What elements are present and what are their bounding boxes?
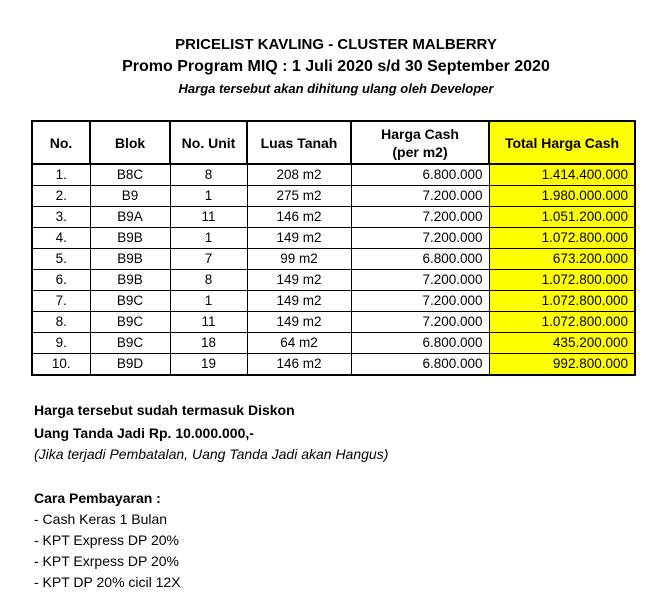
cell-harga: 7.200.000 bbox=[351, 270, 489, 291]
discount-note: Harga tersebut sudah termasuk Diskon bbox=[34, 402, 295, 418]
cell-total: 1.414.400.000 bbox=[489, 164, 635, 186]
cell-harga: 7.200.000 bbox=[351, 312, 489, 333]
cancellation-note: (Jika terjadi Pembatalan, Uang Tanda Jadi akan Hangus) bbox=[34, 446, 389, 462]
payment-item: - KPT DP 20% cicil 12X bbox=[34, 574, 181, 590]
cell-no: 4. bbox=[32, 228, 90, 249]
cell-blok: B9B bbox=[90, 270, 170, 291]
cell-no: 2. bbox=[32, 186, 90, 207]
col-header-harga-line1: Harga Cash bbox=[381, 125, 459, 142]
payment-item: - KPT Express DP 20% bbox=[34, 532, 179, 548]
payment-item: - Cash Keras 1 Bulan bbox=[34, 511, 168, 527]
table-row bbox=[32, 186, 635, 207]
table-row bbox=[32, 207, 635, 228]
cell-blok: B9B bbox=[90, 228, 170, 249]
table-header-row bbox=[32, 121, 635, 164]
promo-subtitle: Promo Program MIQ : 1 Juli 2020 s/d 30 September 2020 bbox=[122, 58, 550, 75]
col-header-luas: Luas Tanah bbox=[247, 121, 351, 164]
cell-luas: 149 m2 bbox=[247, 270, 351, 291]
cell-unit: 19 bbox=[170, 354, 247, 376]
payment-methods bbox=[34, 490, 181, 593]
cell-blok: B9B bbox=[90, 249, 170, 270]
cell-unit: 7 bbox=[170, 249, 247, 270]
booking-fee-note: Uang Tanda Jadi Rp. 10.000.000,- bbox=[34, 425, 254, 441]
cell-harga: 6.800.000 bbox=[351, 354, 489, 376]
cell-harga: 7.200.000 bbox=[351, 207, 489, 228]
cell-unit: 1 bbox=[170, 228, 247, 249]
cell-no: 8. bbox=[32, 312, 90, 333]
cell-luas: 149 m2 bbox=[247, 312, 351, 333]
table-row bbox=[32, 164, 635, 186]
col-header-harga bbox=[351, 121, 489, 164]
cell-total: 1.072.800.000 bbox=[489, 291, 635, 312]
cell-blok: B9C bbox=[90, 312, 170, 333]
cell-harga: 6.800.000 bbox=[351, 164, 489, 186]
cell-unit: 18 bbox=[170, 333, 247, 354]
cell-total: 435.200.000 bbox=[489, 333, 635, 354]
page-title: PRICELIST KAVLING - CLUSTER MALBERRY bbox=[175, 36, 497, 53]
col-header-unit: No. Unit bbox=[170, 121, 247, 164]
table-row bbox=[32, 291, 635, 312]
table-row bbox=[32, 354, 635, 376]
payment-heading: Cara Pembayaran : bbox=[34, 490, 161, 506]
cell-no: 7. bbox=[32, 291, 90, 312]
cell-total: 673.200.000 bbox=[489, 249, 635, 270]
cell-no: 6. bbox=[32, 270, 90, 291]
table-row bbox=[32, 333, 635, 354]
cell-no: 1. bbox=[32, 164, 90, 186]
cell-luas: 208 m2 bbox=[247, 164, 351, 186]
cell-blok: B9D bbox=[90, 354, 170, 376]
table-row bbox=[32, 312, 635, 333]
cell-luas: 275 m2 bbox=[247, 186, 351, 207]
developer-note: Harga tersebut akan dihitung ulang oleh Developer bbox=[178, 81, 494, 96]
cell-blok: B9C bbox=[90, 333, 170, 354]
cell-total: 1.072.800.000 bbox=[489, 312, 635, 333]
cell-harga: 6.800.000 bbox=[351, 249, 489, 270]
cell-luas: 146 m2 bbox=[247, 207, 351, 228]
table-row bbox=[32, 249, 635, 270]
cell-harga: 6.800.000 bbox=[351, 333, 489, 354]
col-header-harga-line2: (per m2) bbox=[392, 143, 448, 160]
table-row bbox=[32, 228, 635, 249]
cell-total: 1.072.800.000 bbox=[489, 270, 635, 291]
col-header-blok: Blok bbox=[90, 121, 170, 164]
cell-no: 10. bbox=[32, 354, 90, 376]
col-header-no: No. bbox=[32, 121, 90, 164]
cell-total: 1.072.800.000 bbox=[489, 228, 635, 249]
cell-total: 1.980.000.000 bbox=[489, 186, 635, 207]
cell-blok: B9A bbox=[90, 207, 170, 228]
cell-no: 3. bbox=[32, 207, 90, 228]
cell-unit: 8 bbox=[170, 270, 247, 291]
payment-item: - KPT Exrpess DP 20% bbox=[34, 553, 179, 569]
cell-unit: 8 bbox=[170, 164, 247, 186]
cell-blok: B9C bbox=[90, 291, 170, 312]
cell-luas: 149 m2 bbox=[247, 228, 351, 249]
table-row bbox=[32, 270, 635, 291]
cell-unit: 11 bbox=[170, 207, 247, 228]
cell-harga: 7.200.000 bbox=[351, 228, 489, 249]
cell-harga: 7.200.000 bbox=[351, 186, 489, 207]
cell-total: 992.800.000 bbox=[489, 354, 635, 376]
cell-unit: 1 bbox=[170, 186, 247, 207]
cell-no: 9. bbox=[32, 333, 90, 354]
cell-unit: 1 bbox=[170, 291, 247, 312]
pricelist-table bbox=[31, 120, 636, 376]
col-header-total: Total Harga Cash bbox=[489, 121, 635, 164]
cell-unit: 11 bbox=[170, 312, 247, 333]
cell-luas: 64 m2 bbox=[247, 333, 351, 354]
cell-blok: B8C bbox=[90, 164, 170, 186]
cell-luas: 99 m2 bbox=[247, 249, 351, 270]
cell-blok: B9 bbox=[90, 186, 170, 207]
cell-harga: 7.200.000 bbox=[351, 291, 489, 312]
cell-luas: 146 m2 bbox=[247, 354, 351, 376]
cell-total: 1.051.200.000 bbox=[489, 207, 635, 228]
cell-no: 5. bbox=[32, 249, 90, 270]
cell-luas: 149 m2 bbox=[247, 291, 351, 312]
